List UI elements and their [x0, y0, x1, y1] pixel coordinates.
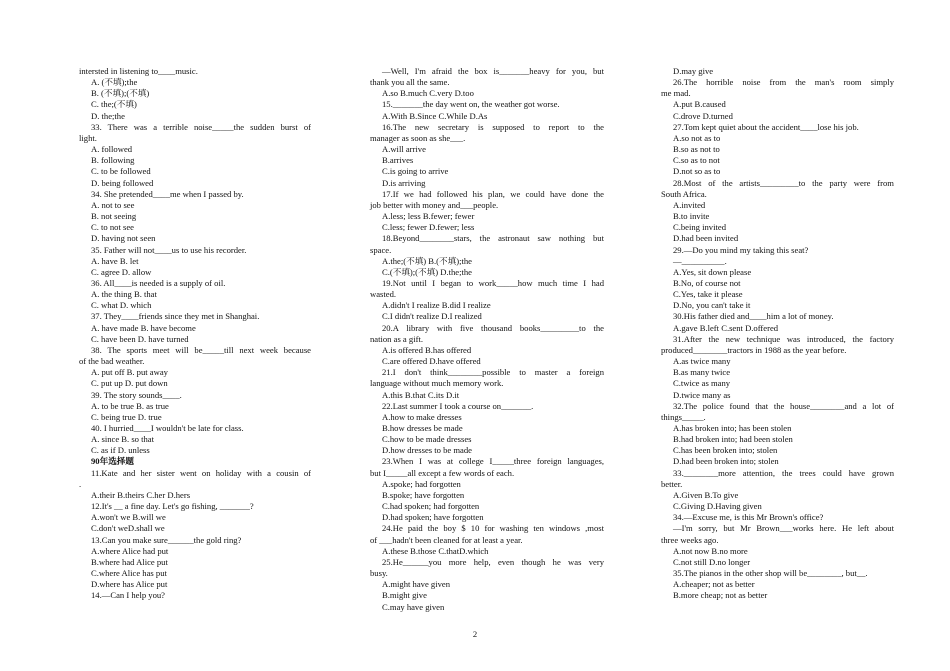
- page-number: 2: [472, 629, 478, 639]
- text-line: C. being true D. true: [91, 411, 162, 422]
- text-line: —I'm sorry, but Mr Brown___works here. He left about: [673, 523, 894, 534]
- text-line: 13.Can you make sure______the gold ring?: [91, 534, 242, 545]
- text-line: C. agree D. allow: [91, 266, 152, 277]
- text-line: D.twice many as: [673, 389, 731, 400]
- text-line: D.is arriving: [382, 177, 426, 188]
- text-line: of the bad weather.: [79, 356, 145, 367]
- text-line: C.(不填);(不填) D.the;the: [382, 266, 472, 277]
- text-line: A.put B.caused: [673, 99, 726, 110]
- text-line: A.is offered B.has offered: [382, 344, 472, 355]
- text-line: C.where Alice has put: [91, 568, 167, 579]
- text-line: 27.Tom kept quiet about the accident____lose his job.: [673, 121, 859, 132]
- text-line: A. put off B. put away: [91, 367, 168, 378]
- text-line: A.less; less B.fewer; fewer: [382, 211, 475, 222]
- text-line: three weeks ago.: [661, 534, 719, 545]
- text-line: C.Giving D.Having given: [673, 501, 762, 512]
- text-line: D.not so as to: [673, 166, 721, 177]
- text-line: B.as many twice: [673, 367, 731, 378]
- text-line: A. have made B. have become: [91, 322, 196, 333]
- text-line: A.so B.much C.very D.too: [382, 88, 474, 99]
- text-line: A. since B. so that: [91, 434, 155, 445]
- text-line: A.invited: [673, 199, 706, 210]
- text-line: 36. All____is needed is a supply of oil.: [91, 277, 226, 288]
- text-line: A. the thing B. that: [91, 289, 157, 300]
- text-column-right: [661, 66, 894, 602]
- text-line: D.No, you can't take it: [673, 300, 751, 311]
- text-line: 90年选择题: [91, 456, 134, 467]
- text-line: C. as if D. unless: [91, 445, 150, 456]
- text-line: C.had spoken; had forgotten: [382, 501, 480, 512]
- text-line: 24.He paid the boy $ 10 for washing ten windows ,most: [382, 523, 604, 534]
- text-line: 35.The pianos in the other shop will be________, but__.: [673, 568, 868, 579]
- text-column-middle: [370, 66, 604, 613]
- text-line: 32.The police found that the house________and a lot of: [673, 400, 894, 411]
- text-line: 35. Father will not____us to use his recorder.: [91, 244, 247, 255]
- text-line: C. have been D. have turned: [91, 333, 189, 344]
- text-line: 23.When I was at college I_____three foreign languages,: [382, 456, 604, 467]
- text-line: A.where Alice had put: [91, 545, 169, 556]
- text-line: 40. I hurried____I wouldn't be late for class.: [91, 423, 244, 433]
- text-line: C.twice as many: [673, 378, 731, 389]
- text-line: B.might give: [382, 590, 427, 601]
- text-line: C.Yes, take it please: [673, 289, 743, 300]
- text-line: —__________.: [673, 255, 727, 266]
- text-line: C.is going to arrive: [382, 166, 449, 177]
- text-line: B.so as not to: [673, 144, 720, 155]
- text-line: South Africa.: [661, 188, 707, 199]
- text-line: but I_____all except a few words of each.: [370, 467, 515, 478]
- text-line: 38. The sports meet will be_____till next week because: [91, 344, 311, 355]
- text-line: 28.Most of the artists_________to the party were from: [673, 177, 894, 188]
- text-column-left: [79, 66, 311, 602]
- text-line: C.drove D.turned: [673, 110, 733, 121]
- text-line: C. what D. which: [91, 300, 152, 311]
- text-line: A.the;(不填) B.(不填);the: [382, 255, 472, 266]
- text-line: D.had been broken into; stolen: [673, 456, 779, 467]
- text-line: 16.The new secretary is supposed to report to the: [382, 121, 604, 132]
- text-line: A. not to see: [91, 199, 135, 210]
- text-line: C. to be followed: [91, 166, 151, 177]
- text-line: me mad.: [661, 88, 691, 99]
- text-line: A.has broken into; has been stolen: [673, 423, 792, 433]
- text-line: C.being invited: [673, 222, 726, 233]
- text-line: 33. There was a terrible noise_____the sudden burst of: [91, 121, 311, 132]
- text-line: 34. She pretended____me when I passed by.: [91, 188, 244, 199]
- text-line: A.With B.Since C.While D.As: [382, 110, 488, 121]
- text-line: B.spoke; have forgotten: [382, 489, 465, 500]
- text-line: A.Yes, sit down please: [673, 266, 752, 277]
- text-line: A.cheaper; not as better: [673, 579, 755, 590]
- text-line: B.arrives: [382, 155, 414, 166]
- text-line: space.: [370, 244, 392, 255]
- text-line: B.more cheap; not as better: [673, 590, 768, 601]
- text-line: D. being followed: [91, 177, 154, 188]
- text-line: better.: [661, 478, 683, 489]
- text-line: 17.If we had followed his plan, we could have done the: [382, 188, 604, 199]
- text-line: 26.The horrible noise from the man's room simply: [673, 77, 894, 88]
- text-line: B.No, of course not: [673, 277, 741, 288]
- text-line: A. have B. let: [91, 255, 139, 266]
- text-line: B. (不填);(不填): [91, 88, 150, 99]
- text-line: 25.He______you more help, even though he was very: [382, 556, 604, 567]
- text-line: A. to be true B. as true: [91, 400, 169, 411]
- text-line: B. following: [91, 155, 135, 166]
- text-line: C.so as to not: [673, 155, 720, 166]
- text-line: A. followed: [91, 144, 133, 155]
- text-line: C.are offered D.have offered: [382, 356, 481, 367]
- text-line: 30.His father died and____him a lot of money.: [673, 311, 834, 322]
- text-line: D.where has Alice put: [91, 579, 168, 590]
- text-line: C.has been broken into; stolen: [673, 445, 778, 456]
- text-line: wasted.: [370, 289, 397, 300]
- text-line: A.Given B.To give: [673, 489, 739, 500]
- text-line: 15._______the day went on, the weather got worse.: [382, 99, 560, 110]
- text-line: 18.Beyond________stars, the astronaut saw nothing but: [382, 233, 604, 244]
- text-line: job better with money and___people.: [370, 199, 499, 210]
- text-line: C.may have given: [382, 601, 445, 612]
- text-line: 22.Last summer I took a course on_______.: [382, 400, 534, 411]
- text-line: C.don't weD.shall we: [91, 523, 165, 534]
- text-line: .: [79, 478, 82, 489]
- text-line: A.their B.theirs C.her D.hers: [91, 489, 191, 500]
- text-line: C.not still D.no longer: [673, 556, 751, 567]
- text-line: A.spoke; had forgotten: [382, 478, 461, 489]
- text-line: C. the;(不填): [91, 99, 137, 110]
- text-line: D. the;the: [91, 110, 125, 121]
- text-line: A.might have given: [382, 579, 451, 590]
- text-line: 21.I don't think________possible to master a foreign: [382, 367, 604, 378]
- text-line: A.how to make dresses: [382, 411, 462, 422]
- text-line: manager as soon as she___.: [370, 132, 466, 143]
- text-line: 12.It's __ a fine day. Let's go fishing, _______?: [91, 501, 254, 512]
- text-line: A.these B.those C.thatD.which: [382, 545, 489, 556]
- text-line: D.had been invited: [673, 233, 739, 244]
- text-line: C. put up D. put down: [91, 378, 168, 389]
- text-line: 14.—Can I help you?: [91, 590, 165, 601]
- text-line: 34.—Excuse me, is this Mr Brown's office?: [673, 512, 824, 523]
- text-line: C. to not see: [91, 222, 134, 233]
- text-line: D.may give: [673, 66, 714, 76]
- text-line: intersted in listening to____music.: [79, 66, 198, 76]
- text-line: of ___hadn't been cleaned for at least a year.: [370, 534, 523, 545]
- text-line: B.where had Alice put: [91, 556, 168, 567]
- text-line: D.how dresses to be made: [382, 445, 472, 456]
- text-line: A.so not as to: [673, 132, 721, 143]
- text-line: B.had broken into; had been stolen: [673, 434, 793, 445]
- text-line: 33.________more attention, the trees could have grown: [673, 467, 894, 478]
- text-line: B.how dresses be made: [382, 423, 463, 433]
- text-line: 29.—Do you mind my taking this seat?: [673, 244, 809, 255]
- text-line: A.this B.that C.its D.it: [382, 389, 460, 400]
- text-line: 11.Kate and her sister went on holiday with a cousin of: [91, 467, 311, 478]
- text-line: busy.: [370, 568, 388, 579]
- text-line: B.to invite: [673, 211, 710, 222]
- text-line: A.not now B.no more: [673, 545, 748, 556]
- text-line: C.less; fewer D.fewer; less: [382, 222, 475, 233]
- text-line: A. (不填);the: [91, 77, 138, 88]
- text-line: produced________tractors in 1988 as the year before.: [661, 344, 847, 355]
- text-line: 37. They____friends since they met in Shanghai.: [91, 311, 260, 322]
- text-line: D.had spoken; have forgotten: [382, 512, 484, 523]
- text-line: 31.After the new technique was introduced, the factory: [673, 333, 894, 344]
- text-line: A.won't we B.will we: [91, 512, 166, 523]
- text-line: A.as twice many: [673, 356, 731, 367]
- text-line: light.: [79, 132, 97, 143]
- text-line: 39. The story sounds____.: [91, 389, 182, 400]
- text-line: 19.Not until I began to work_____how much time I had: [382, 277, 604, 288]
- text-line: C.how to be made dresses: [382, 434, 472, 445]
- text-line: C.I didn't realize D.I realized: [382, 311, 482, 322]
- text-line: 20.A library with five thousand books_________to the: [382, 322, 604, 333]
- text-line: B. not seeing: [91, 211, 137, 222]
- text-line: language without much memory work.: [370, 378, 504, 389]
- text-line: A.will arrive: [382, 144, 426, 155]
- text-line: A.gave B.left C.sent D.offered: [673, 322, 779, 333]
- text-line: A.didn't I realize B.did I realize: [382, 300, 491, 311]
- text-line: thank you all the same.: [370, 77, 450, 88]
- text-line: nation as a gift.: [370, 333, 423, 344]
- text-line: D. having not seen: [91, 233, 156, 244]
- text-line: things_____.: [661, 411, 706, 422]
- text-line: —Well, I'm afraid the box is_______heavy for you, but: [382, 66, 604, 76]
